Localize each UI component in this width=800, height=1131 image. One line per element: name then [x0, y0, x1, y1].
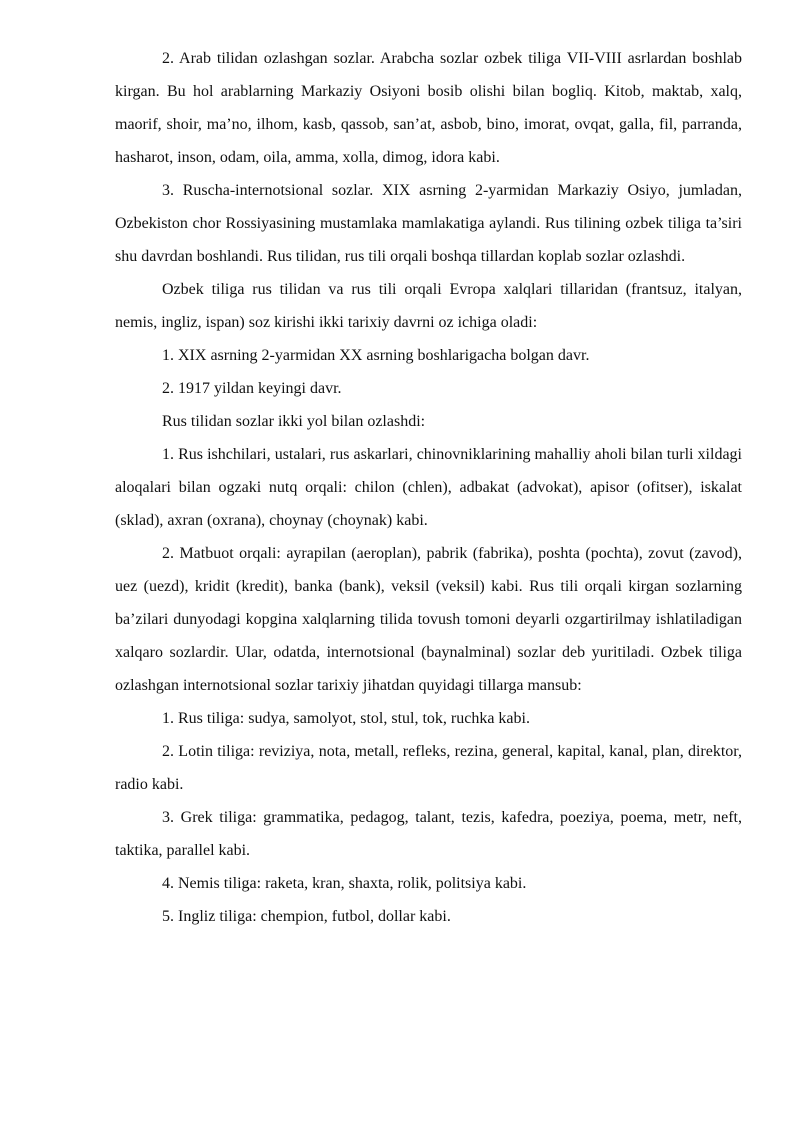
list-item-german: 4. Nemis tiliga: raketa, kran, shaxta, rolik, politsiya kabi.: [162, 875, 527, 892]
list-item-press: 2. Matbuot orqali: ayrapilan (aeroplan), pabrik (fabrika), poshta (pochta), zovut (zavod), uez (uezd), kridit (kredit), banka (bank), veksil (veksil) kabi. Rus tili orqali kirgan sozlarning ba’zilari dunyodagi kopgina xalqlarning tilida tovush tomoni deyarli ozgartirilmay ishlatiladigan xalqaro sozlardir. Ular, odatda, internotsional (baynalminal) sozlar deb yuritiladi. Ozbek tiliga ozlashgan internotsional sozlar tarixiy jihatdan quyidagi tillarga mansub:: [115, 545, 742, 694]
document-page: [115, 42, 742, 933]
paragraph-russian-international: 3. Ruscha-internotsional sozlar. XIX asrning 2-yarmidan Markaziy Osiyo, jumladan, Ozbekiston chor Rossiyasining mustamlaka mamlakatiga aylandi. Rus tilining ozbek tiliga ta’siri shu davrdan boshlandi. Rus tilidan, rus tili orqali boshqa tillardan koplab sozlar ozlashdi.: [115, 182, 742, 265]
paragraph-two-ways-intro: Rus tilidan sozlar ikki yol bilan ozlashdi:: [162, 413, 426, 430]
paragraph-two-periods-intro: Ozbek tiliga rus tilidan va rus tili orqali Evropa xalqlari tillaridan (frantsuz, italyan, nemis, ingliz, ispan) soz kirishi ikki tarixiy davrni oz ichiga oladi:: [115, 281, 742, 331]
list-item-english: 5. Ingliz tiliga: chempion, futbol, dollar kabi.: [162, 908, 451, 925]
list-item-russian: 1. Rus tiliga: sudya, samolyot, stol, stul, tok, ruchka kabi.: [162, 710, 530, 727]
list-item-period-2: 2. 1917 yildan keyingi davr.: [162, 380, 342, 397]
paragraph-arabic-loanwords: 2. Arab tilidan ozlashgan sozlar. Arabcha sozlar ozbek tiliga VII-VIII asrlardan boshlab kirgan. Bu hol arablarning Markaziy Osiyoni bosib olishi bilan bogliq. Kitob, maktab, xalq, maorif, shoir, ma’no, ilhom, kasb, qassob, san’at, asbob, bino, imorat, ovqat, galla, fil, parranda, hasharot, inson, odam, oila, amma, xolla, dimog, idora kabi.: [115, 50, 742, 166]
list-item-latin: 2. Lotin tiliga: reviziya, nota, metall, refleks, rezina, general, kapital, kanal, plan, direktor, radio kabi.: [115, 743, 742, 793]
list-item-oral-speech: 1. Rus ishchilari, ustalari, rus askarlari, chinovniklarining mahalliy aholi bilan turli xildagi aloqalari bilan ogzaki nutq orqali: chilon (chlen), adbakat (advokat), apisor (ofitser), iskalat (sklad), axran (oxrana), choynay (choynak) kabi.: [115, 446, 742, 529]
list-item-period-1: 1. XIX asrning 2-yarmidan XX asrning boshlarigacha bolgan davr.: [162, 347, 590, 364]
list-item-greek: 3. Grek tiliga: grammatika, pedagog, talant, tezis, kafedra, poeziya, poema, metr, neft, taktika, parallel kabi.: [115, 809, 742, 859]
